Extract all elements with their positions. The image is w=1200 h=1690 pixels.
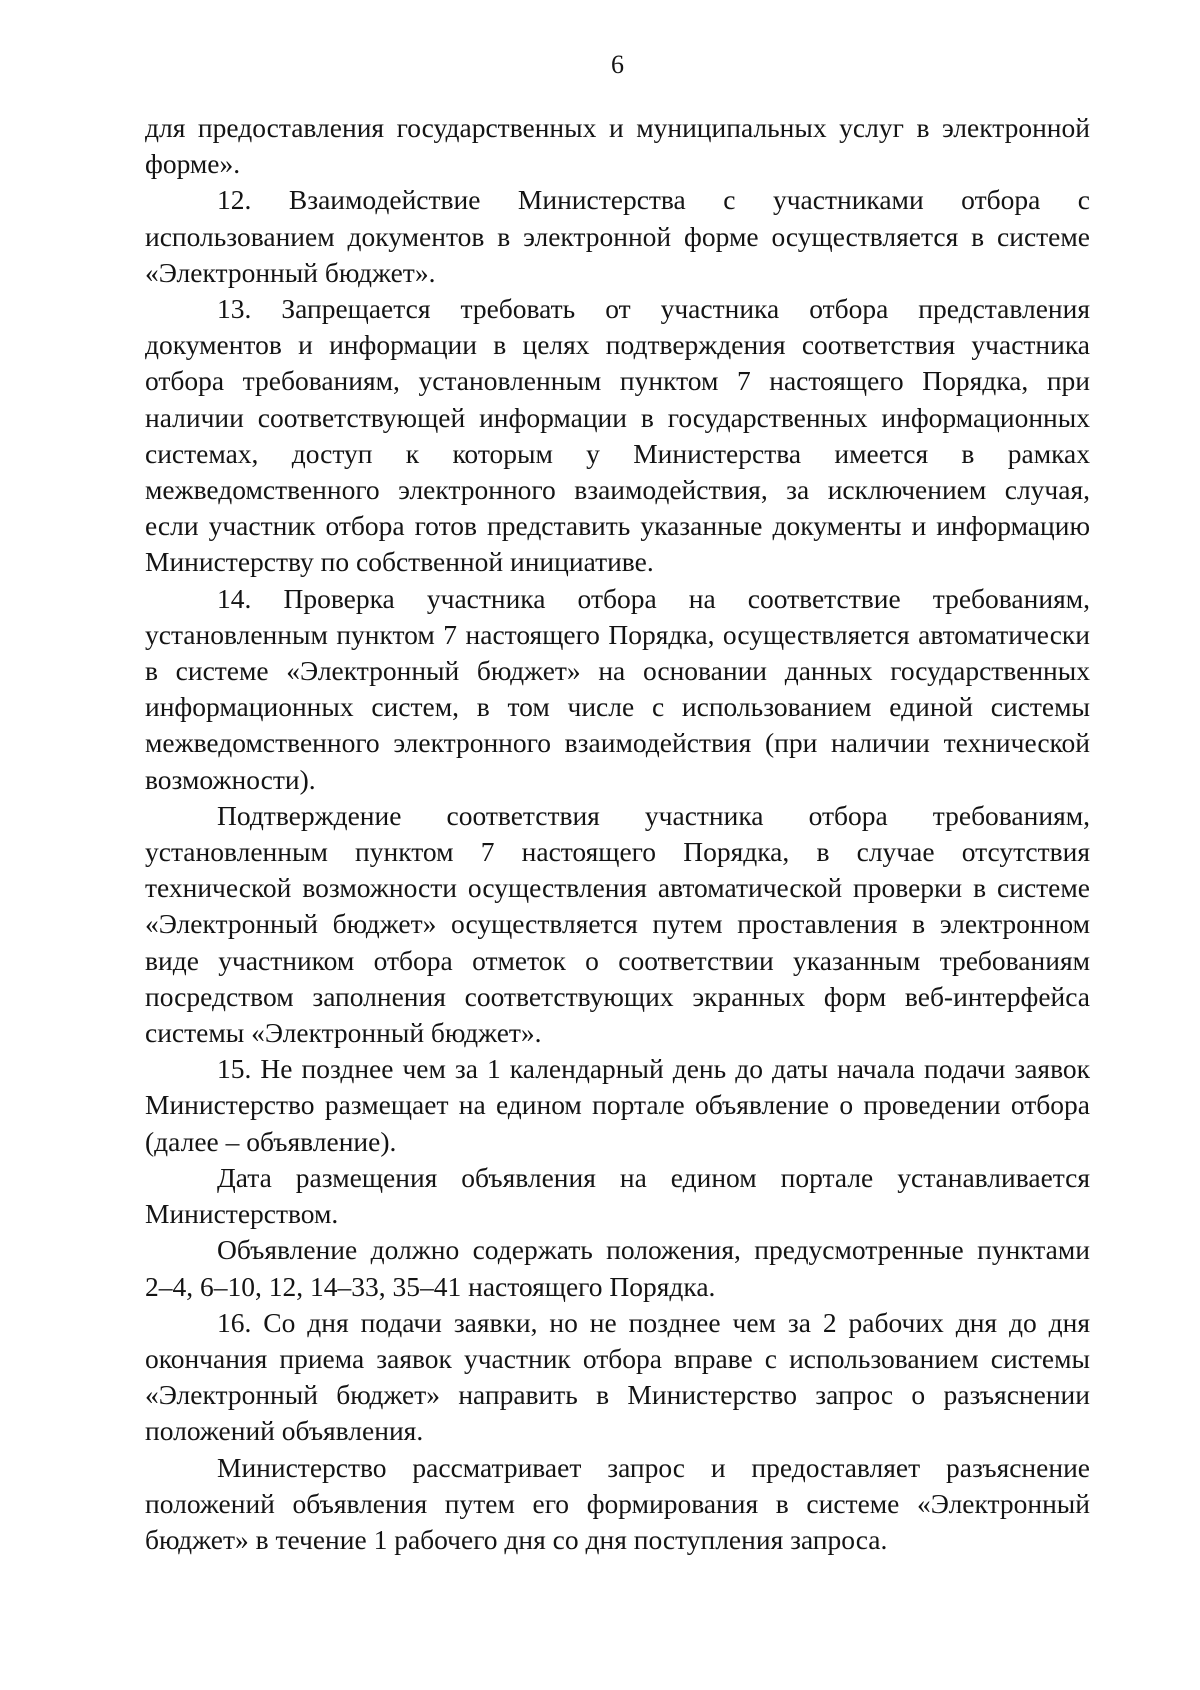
paragraph-continuation: для предоставления государственных и муниципальных услуг в электронной форме».	[145, 112, 1090, 180]
paragraph-item-14: 14. Проверка участника отбора на соответствие требованиям, установленным пунктом 7 настоящего Порядка, осуществляется автоматически в системе «Электронный бюджет» на основании данных государственных информационных систем, в том числе с использованием единой системы межведомственного электронного взаимодействия (при наличии технической возможности).	[145, 582, 1090, 795]
paragraph-item-15: 15. Не позднее чем за 1 календарный день до даты начала подачи заявок Министерство размещает на едином портале объявление о проведении отбора (далее – объявление).	[145, 1053, 1090, 1157]
paragraph-item-16-response: Министерство рассматривает запрос и предоставляет разъяснение положений объявления путем его формирования в системе «Электронный бюджет» в течение 1 рабочего дня со дня поступления запроса.	[145, 1451, 1090, 1555]
paragraph-item-12: 12. Взаимодействие Министерства с участниками отбора с использованием документов в электронной форме осуществляется в системе «Электронный бюджет».	[145, 184, 1090, 288]
paragraph-item-13: 13. Запрещается требовать от участника отбора представления документов и информации в целях подтверждения соответствия участника отбора требованиям, установленным пунктом 7 настоящего Порядка, при наличии соответствующей информации в государственных информационных системах, доступ к которым у Министерства имеется в рамках межведомственного электронного взаимодействия, за исключением случая, если участник отбора готов представить указанные документы и информацию Министерству по собственной инициативе.	[145, 293, 1090, 578]
page-number: 6	[611, 50, 624, 79]
paragraph-item-15-contents: Объявление должно содержать положения, предусмотренные пунктами 2–4, 6–10, 12, 14–33, 35–41 настоящего Порядка.	[145, 1234, 1090, 1302]
paragraph-item-16: 16. Со дня подачи заявки, но не позднее чем за 2 рабочих дня до дня окончания приема заявок участник отбора вправе с использованием системы «Электронный бюджет» направить в Министерство запрос о разъяснении положений объявления.	[145, 1306, 1090, 1447]
paragraph-item-14-confirmation: Подтверждение соответствия участника отбора требованиям, установленным пунктом 7 настоящего Порядка, в случае отсутствия технической возможности осуществления автоматической проверки в системе «Электронный бюджет» осуществляется путем проставления в электронном виде участником отбора отметок о соответствии указанным требованиям посредством заполнения соответствующих экранных форм веб-интерфейса системы «Электронный бюджет».	[145, 799, 1090, 1049]
paragraph-item-15-date: Дата размещения объявления на едином портале устанавливается Министерством.	[145, 1161, 1090, 1230]
document-body	[145, 110, 1090, 1558]
